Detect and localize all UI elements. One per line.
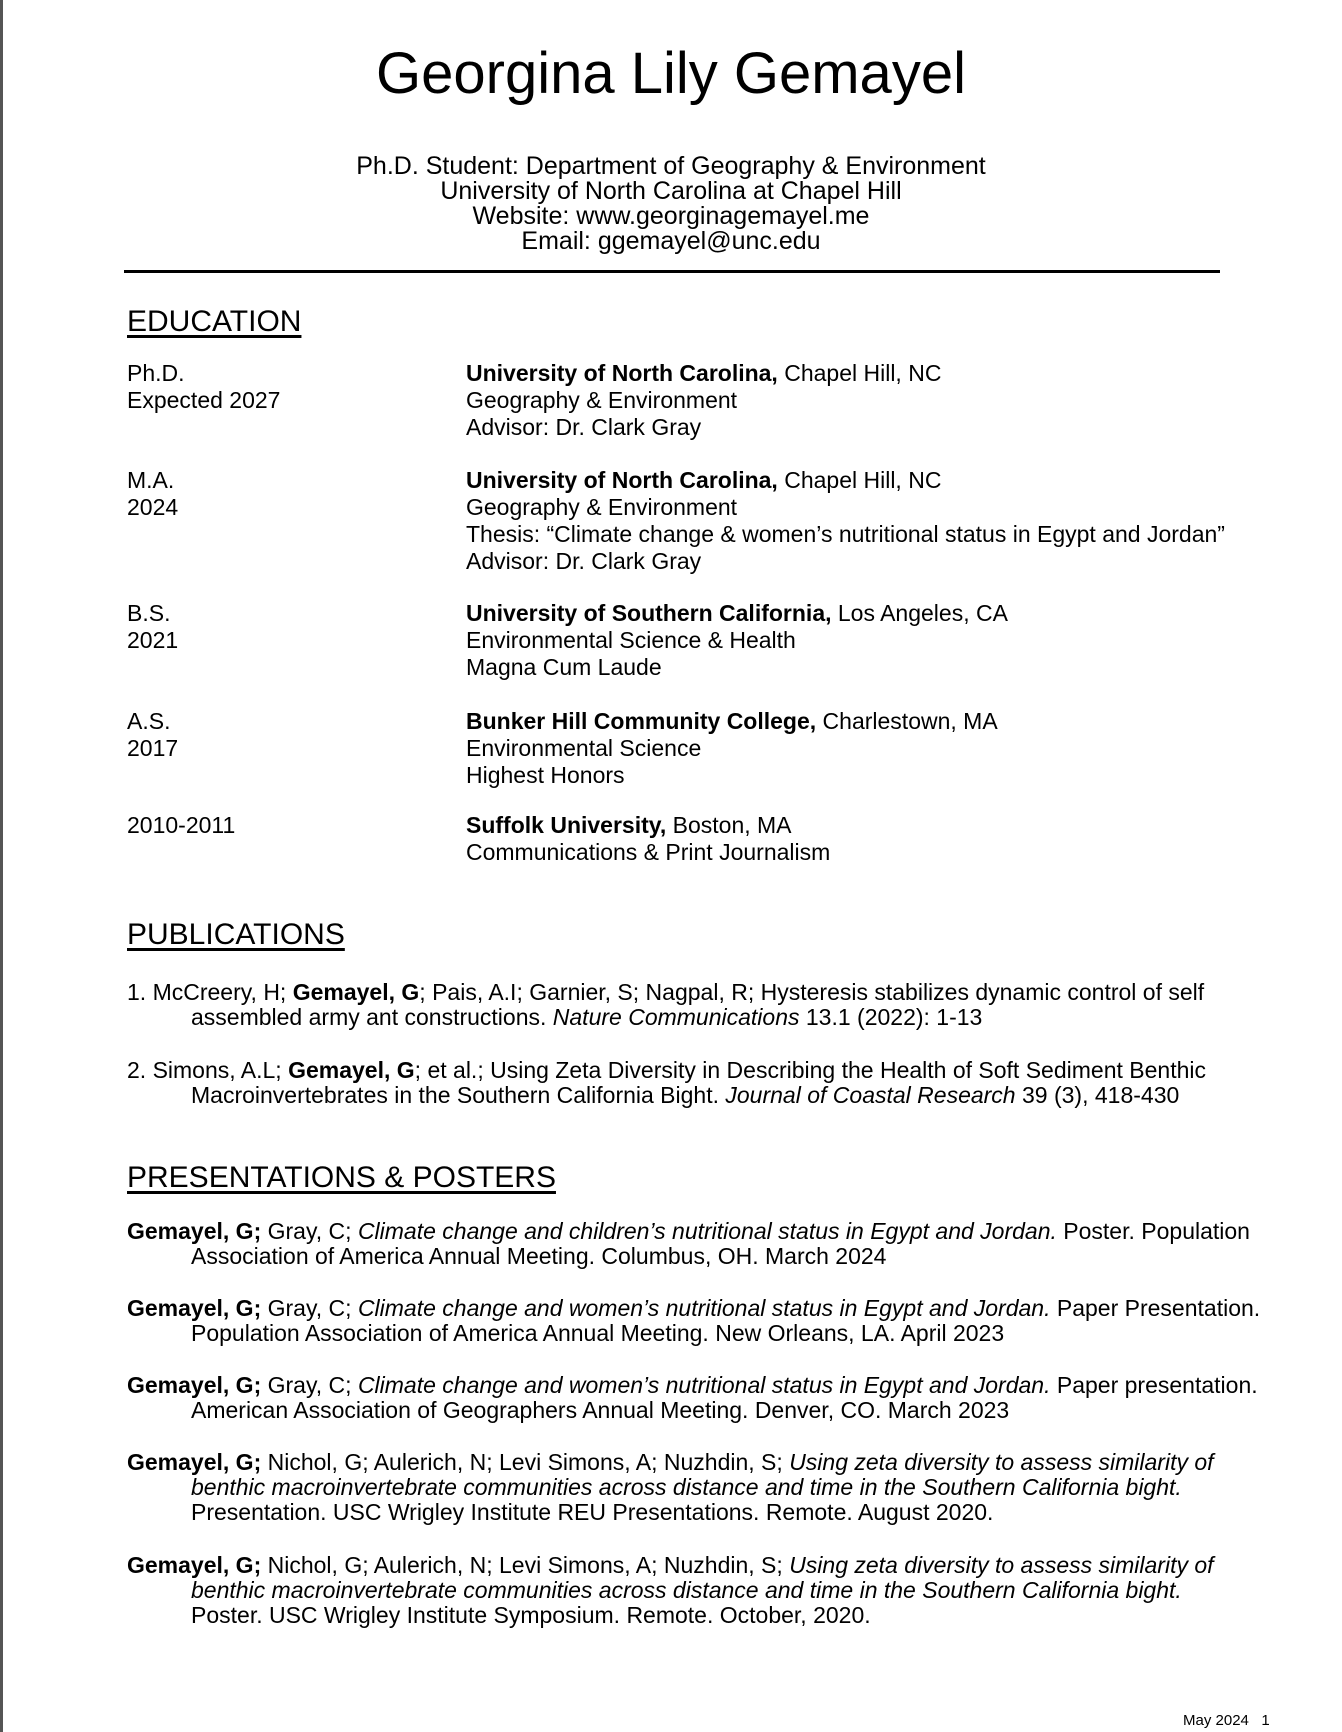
pres-coauthors: Gray, C; [261, 1295, 358, 1321]
school-location: Chapel Hill, NC [777, 360, 942, 386]
pres-author: Gemayel, G; [127, 1552, 262, 1578]
education-degree-ma [127, 467, 178, 521]
page-edge [0, 0, 3, 1732]
page-footer [1183, 1712, 1270, 1730]
pub-prefix: 1. McCreery, H; [127, 979, 293, 1005]
pub-text: assembled army ant constructions. [191, 1004, 553, 1030]
pres-venue: Population Association of America Annual Meeting. New Orleans, LA. April 2023 [191, 1320, 1005, 1346]
education-degree-bs [127, 600, 178, 654]
pres-author: Gemayel, G; [127, 1295, 262, 1321]
presentations-heading: PRESENTATIONS & POSTERS [127, 1161, 556, 1194]
detail-line: Geography & Environment [466, 387, 738, 413]
pres-type: Poster. Population [1056, 1218, 1250, 1244]
pres-title: Climate change and women’s nutritional status in Egypt and Jordan. [357, 1295, 1051, 1321]
publications-heading: PUBLICATIONS [127, 918, 345, 951]
degree-label: A.S. [127, 708, 171, 734]
header-divider [124, 270, 1220, 273]
pres-venue: Association of America Annual Meeting. Columbus, OH. March 2024 [191, 1243, 887, 1269]
pub-text: ; et al.; Using Zeta Diversity in Describing the Health of Soft Sediment Benthic [414, 1057, 1206, 1083]
degree-date: 2024 [127, 494, 179, 520]
thesis-line: Thesis: “Climate change & women’s nutritional status in Egypt and Jordan” [466, 521, 1225, 547]
footer-date: May 2024 [1183, 1712, 1249, 1729]
pres-author: Gemayel, G; [127, 1372, 262, 1398]
school-name: University of North Carolina, [466, 467, 778, 493]
publication-item [127, 1058, 1257, 1108]
detail-line: Advisor: Dr. Clark Gray [466, 548, 702, 574]
contact-header [0, 154, 1342, 254]
pres-venue: Presentation. USC Wrigley Institute REU Presentations. Remote. August 2020. [191, 1499, 994, 1525]
pub-citation: 13.1 (2022): 1-13 [799, 1004, 983, 1030]
education-detail-bs [466, 600, 1008, 681]
pub-author: Gemayel, G [292, 979, 420, 1005]
pub-author: Gemayel, G [288, 1057, 415, 1083]
school-name: University of Southern California, [466, 600, 832, 626]
pres-venue: Poster. USC Wrigley Institute Symposium. Remote. October, 2020. [191, 1602, 871, 1628]
university-line: University of North Carolina at Chapel Hill [440, 177, 902, 205]
pres-title: benthic macroinvertebrate communities across distance and time in the Southern California bight. [191, 1577, 1182, 1603]
school-location: Chapel Hill, NC [777, 467, 942, 493]
education-degree-phd [127, 360, 280, 414]
pres-title: Climate change and children’s nutritional status in Egypt and Jordan. [357, 1218, 1057, 1244]
pub-prefix: 2. Simons, A.L; [127, 1057, 289, 1083]
detail-line: Environmental Science & Health [466, 627, 796, 653]
education-detail-as [466, 708, 998, 789]
pub-journal: Nature Communications [552, 1004, 800, 1030]
page-number: 1 [1261, 1712, 1270, 1729]
pres-coauthors: Nichol, G; Aulerich, N; Levi Simons, A; Nuzhdin, S; [261, 1552, 790, 1578]
position-line: Ph.D. Student: Department of Geography & Environment [356, 152, 986, 180]
presentation-item [127, 1373, 1257, 1423]
presentation-item [127, 1450, 1257, 1525]
education-degree-suffolk [127, 812, 235, 839]
pres-coauthors: Nichol, G; Aulerich, N; Levi Simons, A; Nuzhdin, S; [261, 1449, 790, 1475]
detail-line: Advisor: Dr. Clark Gray [466, 414, 702, 440]
pres-coauthors: Gray, C; [261, 1372, 358, 1398]
pub-citation: 39 (3), 418-430 [1015, 1082, 1180, 1108]
cv-name: Georgina Lily Gemayel [376, 41, 966, 106]
presentation-item [127, 1553, 1257, 1628]
pres-type: Paper Presentation. [1050, 1295, 1261, 1321]
pres-type: Paper presentation. [1050, 1372, 1258, 1398]
education-detail-phd [466, 360, 941, 441]
degree-label: B.S. [127, 600, 171, 626]
pres-venue: American Association of Geographers Annual Meeting. Denver, CO. March 2023 [191, 1397, 1010, 1423]
email-line[interactable]: Email: ggemayel@unc.edu [521, 227, 821, 255]
pres-title: Using zeta diversity to assess similarity of [789, 1552, 1214, 1578]
pub-text: ; Pais, A.I; Garnier, S; Nagpal, R; Hysteresis stabilizes dynamic control of self [419, 979, 1205, 1005]
detail-line: Highest Honors [466, 762, 625, 788]
degree-date: Expected 2027 [127, 387, 281, 413]
degree-date: 2017 [127, 735, 179, 761]
school-name: University of North Carolina, [466, 360, 778, 386]
pres-author: Gemayel, G; [127, 1449, 262, 1475]
detail-line: Communications & Print Journalism [466, 839, 831, 865]
pub-journal: Journal of Coastal Research [725, 1082, 1016, 1108]
degree-date: 2021 [127, 627, 179, 653]
publication-item [127, 980, 1257, 1030]
detail-line: Environmental Science [466, 735, 702, 761]
education-degree-as [127, 708, 178, 762]
pres-title: Climate change and women’s nutritional status in Egypt and Jordan. [357, 1372, 1051, 1398]
presentation-item [127, 1295, 1261, 1346]
education-detail-suffolk [466, 812, 830, 866]
pres-title: benthic macroinvertebrate communities across distance and time in the Southern California bight. [191, 1474, 1182, 1500]
school-location: Boston, MA [666, 812, 792, 838]
degree-label: M.A. [127, 467, 175, 493]
school-name: Bunker Hill Community College, [466, 708, 817, 734]
pres-coauthors: Gray, C; [261, 1218, 358, 1244]
detail-line: Magna Cum Laude [466, 654, 662, 680]
education-detail-ma [466, 467, 1225, 575]
school-name: Suffolk University, [466, 812, 667, 838]
pub-text: Macroinvertebrates in the Southern California Bight. [191, 1082, 726, 1108]
school-location: Los Angeles, CA [831, 600, 1008, 626]
degree-date: 2010-2011 [127, 812, 236, 838]
education-heading: EDUCATION [127, 305, 302, 338]
school-location: Charlestown, MA [816, 708, 998, 734]
pres-title: Using zeta diversity to assess similarity of [789, 1449, 1214, 1475]
presentation-item [127, 1219, 1257, 1269]
degree-label: Ph.D. [127, 360, 185, 386]
pres-author: Gemayel, G; [127, 1218, 262, 1244]
website-line[interactable]: Website: www.georginagemayel.me [472, 202, 870, 230]
detail-line: Geography & Environment [466, 494, 738, 520]
